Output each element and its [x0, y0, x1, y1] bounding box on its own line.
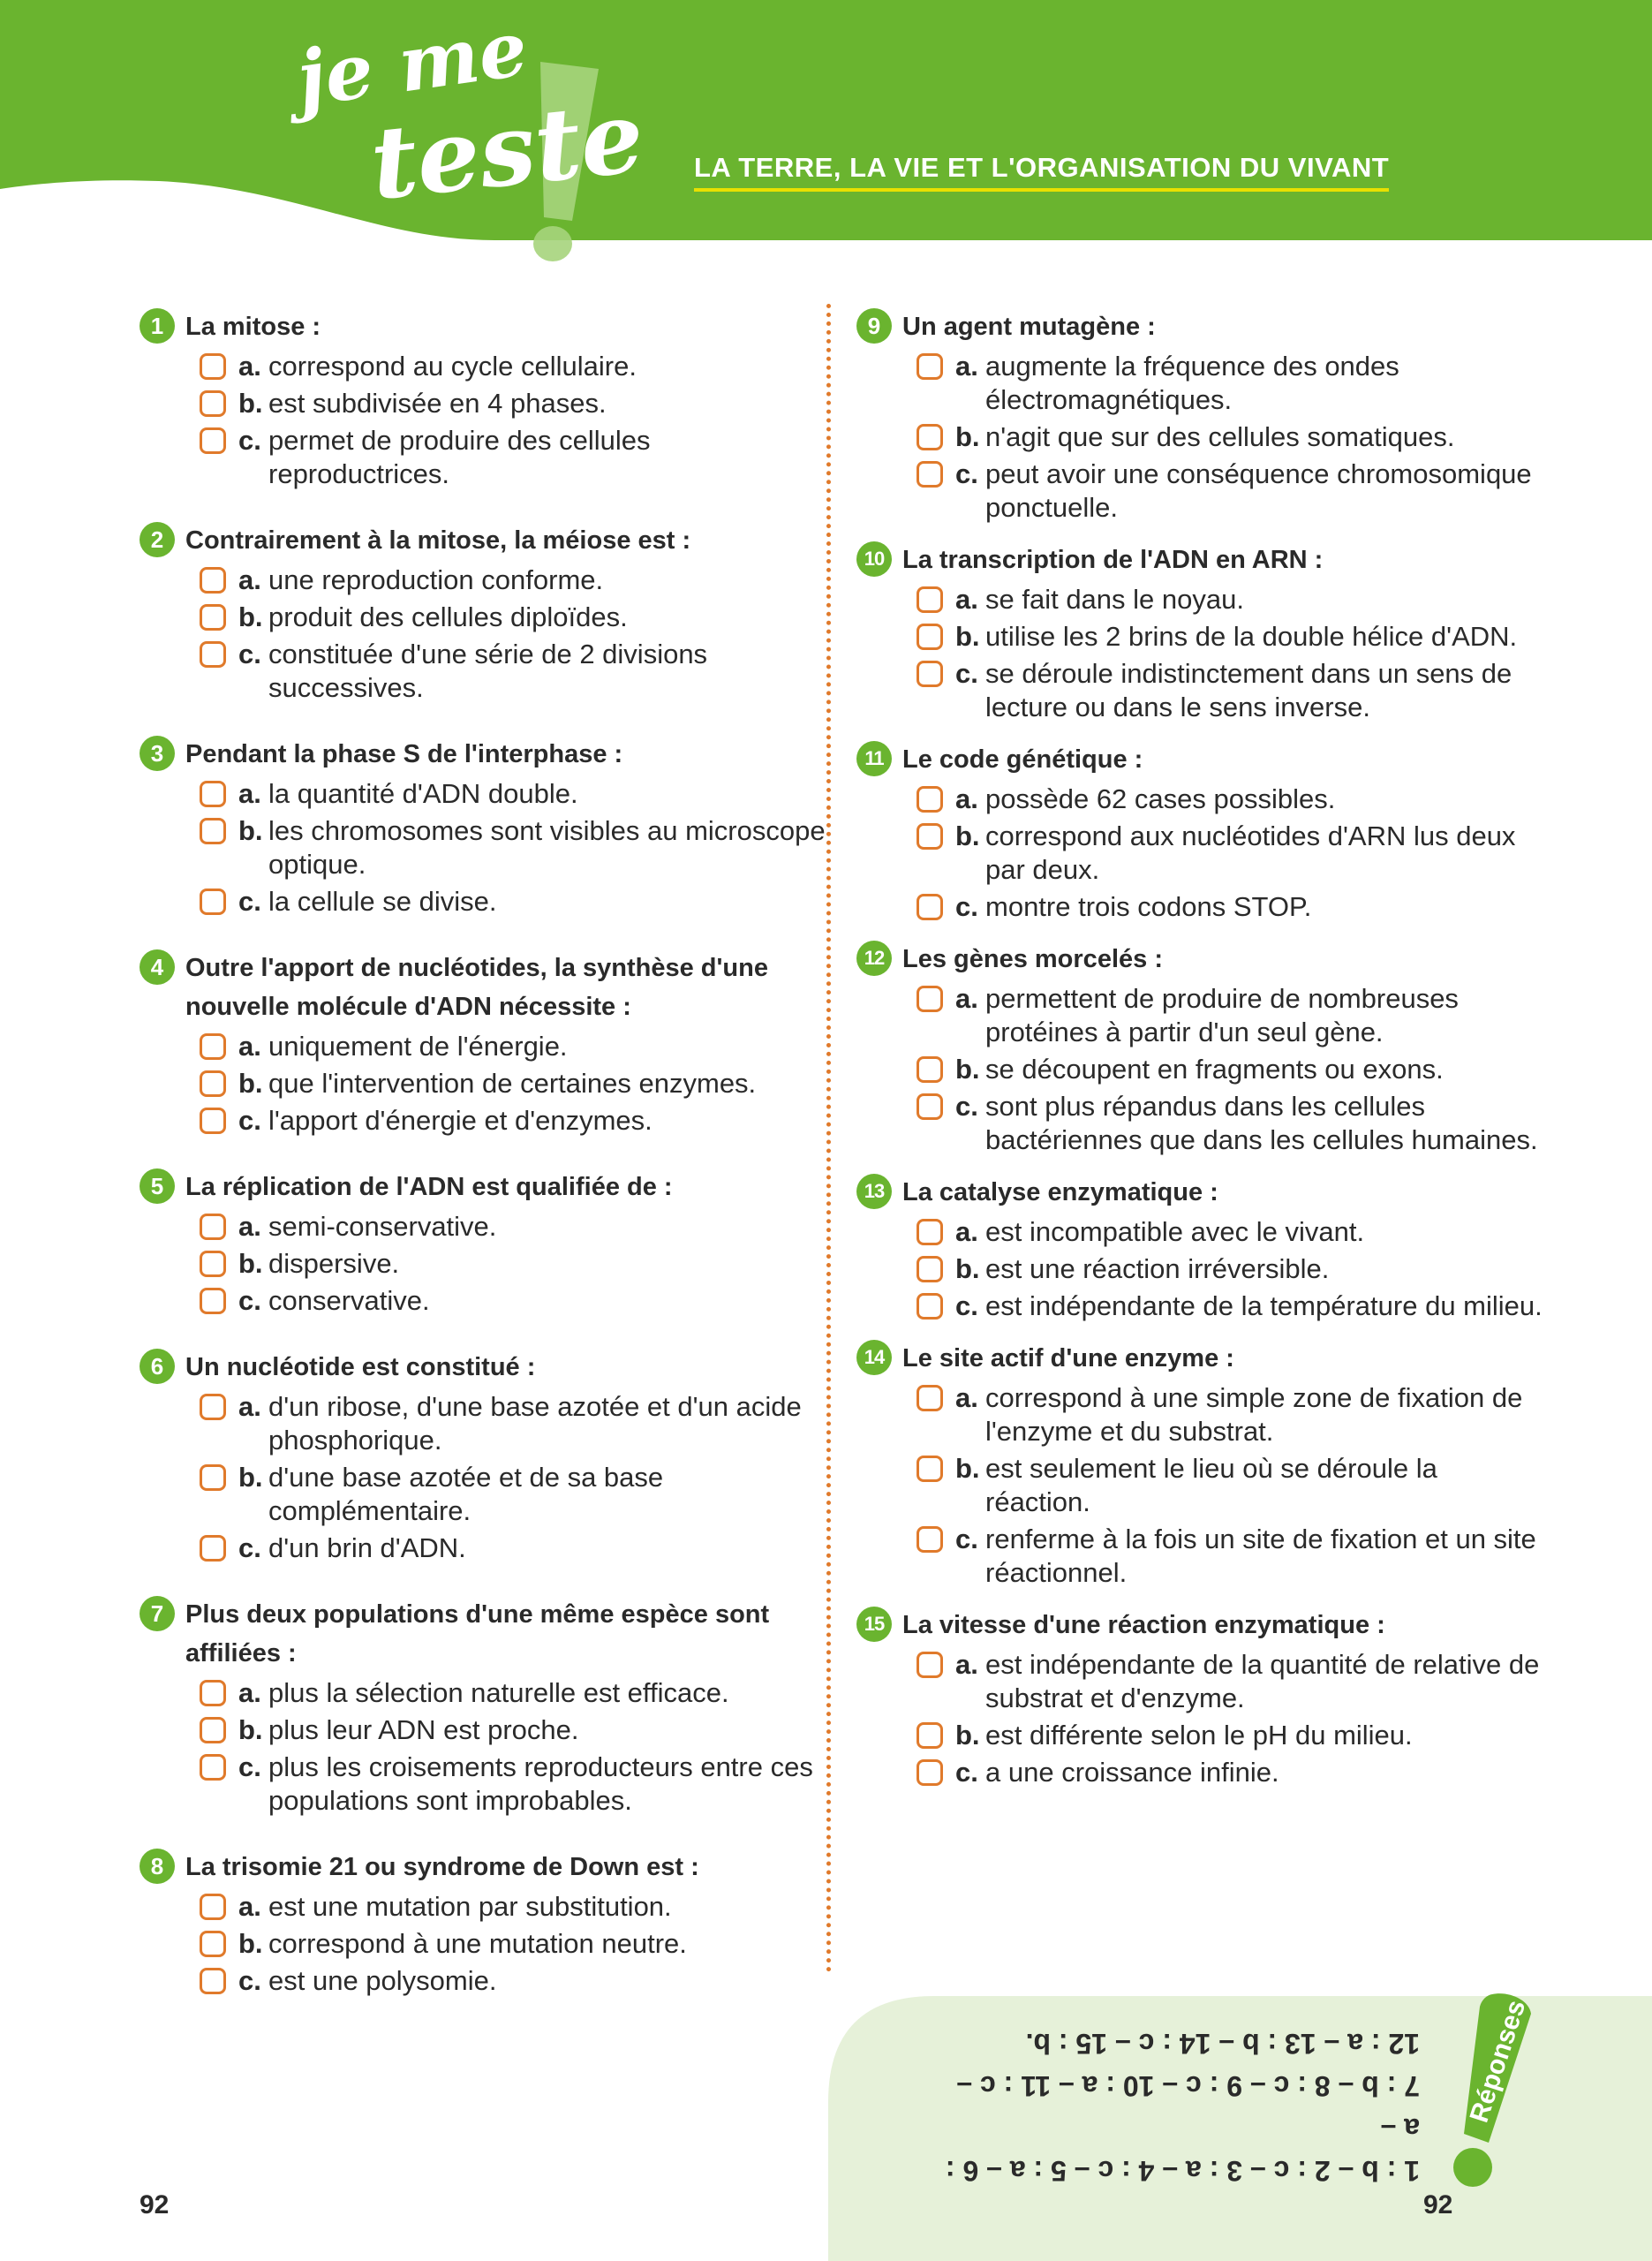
answer-option — [200, 1890, 828, 1924]
header-wave — [0, 0, 1652, 265]
question-text: Plus deux populations d'une même espèce sont affiliées : — [185, 1600, 770, 1667]
option-text: semi-conservative. — [268, 1211, 497, 1242]
answer-checkbox[interactable] — [200, 1251, 226, 1277]
answer-checkbox[interactable] — [200, 1394, 226, 1420]
option-text: est une polysomie. — [268, 1965, 497, 1996]
option-text: a une croissance infinie. — [985, 1757, 1279, 1788]
option-letter: a. — [238, 1677, 261, 1708]
answer-option — [200, 1713, 828, 1747]
option-text: les chromosomes sont visibles au microscope optique. — [268, 815, 826, 880]
question-number-badge: 10 — [856, 541, 892, 577]
option-letter: c. — [955, 458, 978, 489]
option-letter: a. — [955, 351, 978, 382]
option-text: est une mutation par substitution. — [268, 1891, 672, 1922]
answer-option — [200, 387, 828, 420]
answers-line-1: 1 : b – 2 : c – 3 : a – 4 : c – 5 : a – 6 : a – — [945, 2113, 1420, 2187]
answer-option — [200, 1104, 828, 1138]
answer-option — [200, 1067, 828, 1100]
question-text: La trisomie 21 ou syndrome de Down est : — [185, 1853, 699, 1881]
page-number-right: 92 — [1423, 2190, 1453, 2219]
answer-checkbox[interactable] — [200, 1214, 226, 1240]
answer-checkbox[interactable] — [200, 1717, 226, 1743]
question-number-badge: 6 — [140, 1349, 175, 1384]
answer-checkbox[interactable] — [200, 390, 226, 417]
answer-checkbox[interactable] — [917, 986, 943, 1012]
option-text: est une réaction irréversible. — [985, 1253, 1330, 1284]
option-text: est indépendante de la température du milieu. — [985, 1290, 1543, 1321]
option-letter: c. — [238, 886, 261, 917]
question-number-badge: 8 — [140, 1849, 175, 1884]
answer-option — [917, 657, 1545, 724]
answer-option — [200, 563, 828, 597]
question-2 — [140, 521, 828, 705]
answer-option — [200, 424, 828, 491]
option-letter: b. — [955, 621, 980, 652]
answer-checkbox[interactable] — [917, 1293, 943, 1320]
answer-option — [200, 1676, 828, 1710]
option-letter: b. — [955, 421, 980, 452]
option-letter: a. — [238, 1211, 261, 1242]
answer-checkbox[interactable] — [200, 818, 226, 844]
answer-option — [200, 1927, 828, 1961]
option-text: la quantité d'ADN double. — [268, 778, 578, 809]
option-letter: c. — [955, 891, 978, 922]
option-letter: c. — [238, 1965, 261, 1996]
answer-checkbox[interactable] — [200, 1754, 226, 1781]
option-letter: b. — [955, 1253, 980, 1284]
answer-checkbox[interactable] — [917, 1219, 943, 1245]
question-11 — [856, 740, 1545, 924]
option-letter: b. — [238, 601, 263, 632]
question-text: Pendant la phase S de l'interphase : — [185, 740, 623, 768]
option-text: correspond à une simple zone de fixation de l'enzyme et du substrat. — [985, 1382, 1523, 1447]
option-letter: b. — [955, 1453, 980, 1484]
option-text: est différente selon le pH du milieu. — [985, 1720, 1413, 1751]
option-text: sont plus répandus dans les cellules bactériennes que dans les cellules humaines. — [985, 1091, 1538, 1155]
option-text: correspond aux nucléotides d'ARN lus deux par deux. — [985, 820, 1516, 885]
question-6 — [140, 1348, 828, 1565]
option-text: d'un ribose, d'une base azotée et d'un acide phosphorique. — [268, 1391, 802, 1456]
option-text: d'une base azotée et de sa base complémentaire. — [268, 1462, 664, 1526]
answer-option — [917, 820, 1545, 887]
question-number-badge: 12 — [856, 941, 892, 976]
option-text: une reproduction conforme. — [268, 564, 604, 595]
answer-checkbox[interactable] — [200, 889, 226, 915]
question-text: Le site actif d'une enzyme : — [902, 1344, 1234, 1372]
answer-option — [917, 1053, 1545, 1086]
answer-option — [200, 638, 828, 705]
option-letter: c. — [238, 425, 261, 456]
option-letter: b. — [955, 1054, 980, 1085]
answer-checkbox[interactable] — [200, 1680, 226, 1706]
answer-checkbox[interactable] — [200, 1931, 226, 1957]
answer-checkbox[interactable] — [200, 1070, 226, 1097]
option-text: possède 62 cases possibles. — [985, 783, 1336, 814]
option-text: montre trois codons STOP. — [985, 891, 1312, 922]
answer-checkbox[interactable] — [200, 567, 226, 594]
question-7 — [140, 1595, 828, 1818]
answer-option — [917, 620, 1545, 654]
answer-checkbox[interactable] — [917, 786, 943, 813]
answer-checkbox[interactable] — [917, 353, 943, 380]
header-banner — [0, 0, 1652, 265]
option-letter: a. — [955, 1649, 978, 1680]
option-text: est subdivisée en 4 phases. — [268, 388, 607, 419]
option-letter: c. — [238, 1532, 261, 1563]
question-number-badge: 9 — [856, 308, 892, 344]
option-text: se découpent en fragments ou exons. — [985, 1054, 1444, 1085]
answers-label: Réponses — [1464, 1996, 1532, 2127]
option-letter: c. — [238, 639, 261, 669]
answers-line-3: 12 : a – 13 : b – 14 : c – 15 : b. — [1025, 2028, 1420, 2060]
answer-checkbox[interactable] — [200, 353, 226, 380]
option-text: plus leur ADN est proche. — [268, 1714, 579, 1745]
question-number-badge: 14 — [856, 1340, 892, 1375]
answer-option — [200, 1964, 828, 1998]
right-column — [856, 307, 1545, 1789]
answer-checkbox[interactable] — [917, 1526, 943, 1553]
answer-checkbox[interactable] — [200, 1894, 226, 1920]
answer-option — [200, 1030, 828, 1063]
answer-option — [917, 1756, 1545, 1789]
option-letter: b. — [238, 1248, 263, 1279]
option-letter: a. — [955, 1382, 978, 1413]
option-text: conservative. — [268, 1285, 430, 1316]
question-text: La vitesse d'une réaction enzymatique : — [902, 1611, 1385, 1639]
answer-checkbox[interactable] — [200, 641, 226, 668]
answer-option — [200, 885, 828, 919]
answer-checkbox[interactable] — [917, 461, 943, 488]
answer-checkbox[interactable] — [200, 1535, 226, 1562]
answer-checkbox[interactable] — [917, 1256, 943, 1282]
answer-checkbox[interactable] — [200, 1464, 226, 1491]
option-text: que l'intervention de certaines enzymes. — [268, 1068, 757, 1099]
option-letter: a. — [955, 1216, 978, 1247]
answer-option — [200, 1461, 828, 1528]
option-letter: a. — [238, 1891, 261, 1922]
answer-checkbox[interactable] — [917, 1093, 943, 1120]
question-number-badge: 1 — [140, 308, 175, 344]
question-text: Un nucléotide est constitué : — [185, 1353, 536, 1381]
answer-checkbox[interactable] — [917, 424, 943, 450]
option-letter: b. — [238, 1068, 263, 1099]
question-5 — [140, 1168, 828, 1318]
question-14 — [856, 1339, 1545, 1590]
answer-checkbox[interactable] — [200, 1288, 226, 1314]
answer-option — [200, 777, 828, 811]
option-text: l'apport d'énergie et d'enzymes. — [268, 1105, 653, 1136]
question-text: La mitose : — [185, 313, 321, 341]
question-text: La transcription de l'ADN en ARN : — [902, 546, 1324, 574]
option-letter: c. — [955, 658, 978, 689]
option-letter: a. — [238, 1031, 261, 1062]
answer-option — [917, 1215, 1545, 1249]
question-number-badge: 7 — [140, 1596, 175, 1631]
option-letter: c. — [955, 1290, 978, 1321]
option-letter: c. — [955, 1524, 978, 1554]
answer-checkbox[interactable] — [917, 586, 943, 613]
question-text: La catalyse enzymatique : — [902, 1178, 1218, 1206]
answer-checkbox[interactable] — [917, 1456, 943, 1482]
option-letter: b. — [238, 1462, 263, 1493]
answer-checkbox[interactable] — [200, 604, 226, 631]
option-letter: a. — [238, 351, 261, 382]
option-text: constituée d'une série de 2 divisions successives. — [268, 639, 708, 703]
question-1 — [140, 307, 828, 491]
option-letter: c. — [955, 1757, 978, 1788]
option-text: utilise les 2 brins de la double hélice d'ADN. — [985, 621, 1518, 652]
option-letter: a. — [238, 1391, 261, 1422]
option-text: se fait dans le noyau. — [985, 584, 1244, 615]
question-number-badge: 13 — [856, 1174, 892, 1209]
answer-option — [200, 1247, 828, 1281]
option-text: correspond à une mutation neutre. — [268, 1928, 687, 1959]
question-3 — [140, 735, 828, 919]
option-text: d'un brin d'ADN. — [268, 1532, 466, 1563]
option-text: plus les croisements reproducteurs entre ces populations sont improbables. — [268, 1751, 813, 1816]
question-text: Un agent mutagène : — [902, 313, 1156, 341]
option-text: peut avoir une conséquence chromosomique ponctuelle. — [985, 458, 1532, 523]
answer-checkbox[interactable] — [917, 1056, 943, 1083]
question-number-badge: 5 — [140, 1168, 175, 1204]
answer-checkbox[interactable] — [917, 624, 943, 650]
answer-option — [917, 1719, 1545, 1752]
answer-option — [917, 457, 1545, 525]
option-text: n'agit que sur des cellules somatiques. — [985, 421, 1455, 452]
question-8 — [140, 1848, 828, 1998]
question-13 — [856, 1173, 1545, 1323]
page-number-left: 92 — [140, 2190, 170, 2219]
answer-checkbox[interactable] — [917, 1652, 943, 1678]
option-text: la cellule se divise. — [268, 886, 497, 917]
answer-option — [917, 1090, 1545, 1157]
option-text: se déroule indistinctement dans un sens de lecture ou dans le sens inverse. — [985, 658, 1512, 722]
answers-text — [925, 2023, 1420, 2192]
option-letter: c. — [238, 1285, 261, 1316]
question-text: Le code génétique : — [902, 745, 1143, 774]
option-letter: b. — [238, 388, 263, 419]
option-letter: b. — [238, 1714, 263, 1745]
option-letter: a. — [238, 778, 261, 809]
question-number-badge: 3 — [140, 736, 175, 771]
option-letter: b. — [238, 1928, 263, 1959]
answer-checkbox[interactable] — [917, 1722, 943, 1749]
option-text: est indépendante de la quantité de relative de substrat et d'enzyme. — [985, 1649, 1540, 1713]
answer-checkbox[interactable] — [200, 1108, 226, 1134]
option-text: permettent de produire de nombreuses protéines à partir d'un seul gène. — [985, 983, 1459, 1047]
option-letter: b. — [238, 815, 263, 846]
option-text: augmente la fréquence des ondes électromagnétiques. — [985, 351, 1399, 415]
question-10 — [856, 541, 1545, 724]
question-text: La réplication de l'ADN est qualifiée de : — [185, 1173, 673, 1201]
answer-option — [200, 1210, 828, 1244]
option-letter: c. — [955, 1091, 978, 1122]
answer-checkbox[interactable] — [917, 1759, 943, 1786]
answer-checkbox[interactable] — [200, 1968, 226, 1994]
question-number-badge: 4 — [140, 949, 175, 985]
answer-option — [917, 890, 1545, 924]
logo-teste: teste — [365, 79, 649, 223]
answers-line-2: 7 : b – 8 : c – 9 : c – 10 : a – 11 : c – — [956, 2070, 1420, 2102]
option-letter: a. — [955, 584, 978, 615]
answer-option — [917, 420, 1545, 454]
answer-checkbox[interactable] — [917, 1385, 943, 1411]
answer-checkbox[interactable] — [200, 427, 226, 454]
option-text: est incompatible avec le vivant. — [985, 1216, 1365, 1247]
answer-option — [917, 583, 1545, 616]
option-text: est seulement le lieu où se déroule la réaction. — [985, 1453, 1437, 1517]
answer-checkbox[interactable] — [917, 894, 943, 920]
answer-option — [200, 350, 828, 383]
question-12 — [856, 940, 1545, 1157]
question-9 — [856, 307, 1545, 525]
answer-checkbox[interactable] — [917, 661, 943, 687]
option-letter: c. — [238, 1751, 261, 1782]
question-4 — [140, 949, 828, 1138]
option-text: produit des cellules diploïdes. — [268, 601, 628, 632]
section-title: LA TERRE, LA VIE ET L'ORGANISATION DU VIVANT — [694, 152, 1389, 192]
option-letter: b. — [955, 1720, 980, 1751]
question-number-badge: 2 — [140, 522, 175, 557]
answer-checkbox[interactable] — [200, 1033, 226, 1060]
question-15 — [856, 1606, 1545, 1789]
answer-option — [917, 1252, 1545, 1286]
answer-option — [917, 1381, 1545, 1448]
answer-option — [917, 982, 1545, 1049]
answer-option — [917, 1523, 1545, 1590]
answer-option — [200, 601, 828, 634]
option-letter: b. — [955, 820, 980, 851]
answer-option — [917, 1289, 1545, 1323]
left-column — [140, 307, 828, 1998]
option-text: permet de produire des cellules reproductrices. — [268, 425, 651, 489]
question-text: Contrairement à la mitose, la méiose est : — [185, 526, 691, 555]
option-text: correspond au cycle cellulaire. — [268, 351, 637, 382]
answer-option — [200, 1751, 828, 1818]
option-letter: a. — [955, 983, 978, 1014]
question-number-badge: 11 — [856, 741, 892, 776]
option-text: uniquement de l'énergie. — [268, 1031, 568, 1062]
answer-option — [917, 783, 1545, 816]
answer-option — [917, 1452, 1545, 1519]
option-letter: a. — [955, 783, 978, 814]
option-text: plus la sélection naturelle est efficace. — [268, 1677, 729, 1708]
option-text: renferme à la fois un site de fixation et un site réactionnel. — [985, 1524, 1536, 1588]
question-text: Outre l'apport de nucléotides, la synthèse d'une nouvelle molécule d'ADN nécessite : — [185, 954, 768, 1021]
option-letter: a. — [238, 564, 261, 595]
answer-option — [917, 1648, 1545, 1715]
answer-checkbox[interactable] — [200, 781, 226, 807]
question-number-badge: 15 — [856, 1607, 892, 1642]
option-letter: c. — [238, 1105, 261, 1136]
answer-option — [200, 814, 828, 881]
logo-je-me: je me — [291, 4, 533, 125]
answer-option — [200, 1284, 828, 1318]
answer-checkbox[interactable] — [917, 823, 943, 850]
question-text: Les gènes morcelés : — [902, 945, 1163, 973]
answer-option — [200, 1531, 828, 1565]
answer-option — [917, 350, 1545, 417]
answer-option — [200, 1390, 828, 1457]
option-text: dispersive. — [268, 1248, 400, 1279]
